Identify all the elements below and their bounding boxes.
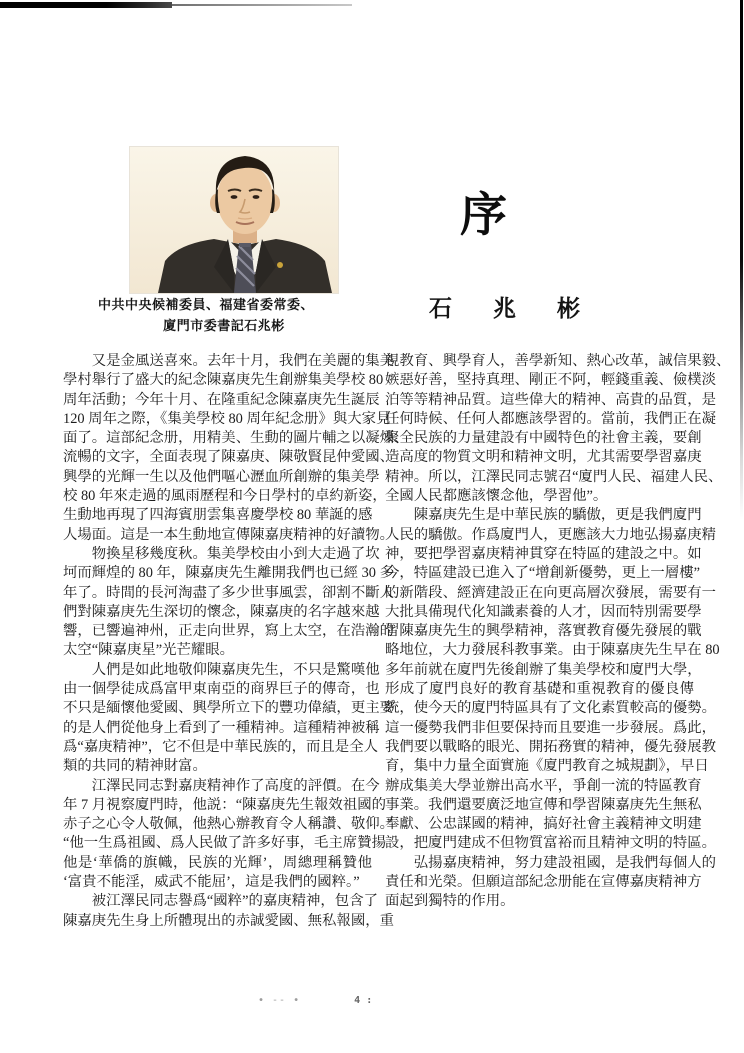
text-line: 生動地再現了四海賓朋雲集喜慶學校 80 華誕的感 — [63, 507, 373, 524]
text-line: 我們要以戰略的眼光、開拓務實的精神，優先發展教 — [385, 738, 716, 755]
text-line: 類的共同的精神財富。 — [63, 758, 207, 775]
text-line: 江澤民同志對嘉庚精神作了高度的評價。在今 — [63, 777, 380, 794]
text-line: 又是金風送喜來。去年十月，我們在美麗的集美 — [63, 353, 394, 369]
portrait-photo-illustration — [130, 147, 338, 293]
footer-right-mark: 4 : — [354, 995, 373, 1006]
text-line: 面起到獨特的作用。 — [385, 893, 515, 910]
text-line: 事業。我們還要廣泛地宣傳和學習陳嘉庚先生無私 — [385, 796, 702, 813]
footer-page-marks — [258, 995, 418, 1006]
scan-top-edge-fade — [172, 4, 352, 6]
text-line: 太空“陳嘉庚星”光芒耀眼。 — [63, 642, 235, 659]
text-line: 們對陳嘉庚先生深切的懷念，陳嘉庚的名字越來越 — [63, 603, 380, 620]
footer-left-mark: ∙ -- ∙ — [258, 995, 301, 1006]
text-line: 物換星移幾度秋。集美學校由小到大走過了坎 — [63, 545, 380, 562]
text-line: 校 80 年來走過的風雨歷程和今日學村的卓約新姿， — [63, 488, 387, 505]
text-line: 的新階段、經濟建設正在向更高層次發展，需要有一 — [385, 584, 716, 601]
preface-title: 序 — [460, 190, 509, 242]
author-name: 石 兆 彬 — [429, 296, 589, 321]
text-line: 弘揚嘉庚精神，努力建設祖國，是我們每個人的 — [385, 854, 716, 871]
text-line: 學村舉行了盛大的紀念陳嘉庚先生創辦集美學校 80 — [63, 372, 384, 389]
text-line: 習陳嘉庚先生的興學精神，落實教育優先發展的戰 — [385, 623, 702, 640]
body-left-column — [63, 352, 409, 931]
text-line: 不只是緬懷他愛國、興學所立下的豐功偉績，更主要 — [63, 700, 394, 717]
text-line: 面了。這部紀念册，用精美、生動的圖片輔之以凝煉、 — [63, 430, 409, 447]
text-line: 爲“嘉庚精神”，它不但是中華民族的，而且是全人 — [63, 738, 378, 755]
text-line: 流暢的文字，全面表現了陳嘉庚、陳敬賢昆仲愛國、 — [63, 449, 394, 466]
text-line: 泊等等精神品質。這些偉大的精神、高貴的品質，是 — [385, 391, 716, 408]
body-right-column — [385, 352, 731, 931]
text-line: 責任和光榮。但願這部紀念册能在宣傳嘉庚精神方 — [385, 874, 702, 891]
text-line: 他是‘華僑的旗幟，民族的光輝’，周總理稱贊他 — [63, 854, 372, 871]
text-line: 視教育、興學育人，善學新知、熱心改革，誠信果毅、 — [385, 353, 731, 369]
text-line: 120 周年之際，《集美學校 80 周年紀念册》與大家見 — [63, 410, 391, 427]
text-line: 人們是如此地敬仰陳嘉庚先生，不只是驚嘆他 — [63, 661, 380, 678]
photo-caption-line2: 廈門市委書記石兆彬 — [163, 318, 285, 333]
text-line: 形成了廈門良好的教育基礎和重視教育的優良傳 — [385, 681, 694, 698]
text-line: 赤子之心令人敬佩，他熱心辦教育令人稱讚、敬仰。” — [63, 816, 394, 833]
text-line: 陳嘉庚先生是中華民族的驕傲，更是我們廈門 — [385, 507, 702, 524]
text-line: 聚全民族的力量建設有中國特色的社會主義，要創 — [385, 430, 702, 447]
text-line: 人民的驕傲。作爲廈門人，更應該大力地弘揚嘉庚精 — [385, 526, 716, 543]
text-line: 統，使今天的廈門特區具有了文化素質較高的優勢。 — [385, 700, 716, 717]
body-text — [63, 352, 731, 931]
text-line: 育，集中力量全面實施《廈門教育之城規劃》，早日 — [385, 758, 709, 775]
text-line: 嫉惡好善，堅持真理、剛正不阿，輕錢重義、儉樸淡 — [385, 372, 716, 389]
text-line: ‘富貴不能淫，威武不能屈’，這是我們的國粹。” — [63, 874, 360, 891]
text-line: 設，把廈門建成不但物質富裕而且精神文明的特區。 — [385, 835, 716, 852]
text-line: 年了。時間的長河淘盡了多少世事風雲，卻割不斷人 — [63, 584, 394, 601]
text-line: 奉獻、公忠謀國的精神，搞好社會主義精神文明建 — [385, 816, 702, 833]
text-line: 全國人民都應該懷念他，學習他”。 — [385, 488, 608, 505]
photo-caption — [58, 294, 354, 336]
text-line: 精神。所以，江澤民同志號召“廈門人民、福建人民、 — [385, 468, 723, 485]
text-line: “他一生爲祖國、爲人民做了許多好事，毛主席贊揚 — [63, 835, 386, 852]
text-line: 多年前就在廈門先後創辦了集美學校和廈門大學， — [385, 661, 702, 678]
text-line: 周年活動；今年十月、在隆重紀念陳嘉庚先生誕辰 — [63, 391, 380, 408]
text-line: 這一優勢我們非但要保持而且要進一步發展。爲此， — [385, 719, 716, 736]
text-line: 略地位，大力發展科教事業。由于陳嘉庚先生早在 80 — [385, 642, 720, 659]
text-line: 人場面。這是一本生動地宣傳陳嘉庚精神的好讀物。 — [63, 526, 394, 543]
text-line: 造高度的物質文明和精神文明，尤其需要學習嘉庚 — [385, 449, 702, 466]
text-line: 陳嘉庚先生身上所體現出的赤誠愛國、無私報國，重 — [63, 912, 394, 929]
text-line: 任何時候、任何人都應該學習的。當前，我們正在凝 — [385, 410, 716, 427]
text-line: 被江澤民同志譽爲“國粹”的嘉庚精神，包含了 — [63, 893, 378, 910]
text-line: 神，要把學習嘉庚精神貫穿在特區的建設之中。如 — [385, 545, 702, 562]
photo-caption-line1: 中共中央候補委員、福建省委常委、 — [97, 297, 314, 312]
scan-right-edge-artifact — [740, 0, 743, 520]
text-line: 的是人們從他身上看到了一種精神。這種精神被稱 — [63, 719, 380, 736]
portrait-photo — [130, 147, 338, 293]
text-line: 今，特區建設已進入了“增創新優勢，更上一層樓” — [385, 565, 700, 582]
text-line: 響，已響遍神州，正走向世界，寫上太空，在浩瀚的 — [63, 623, 394, 640]
text-line: 由一個學徒成爲富甲東南亞的商界巨子的傳奇，也 — [63, 681, 380, 698]
text-line: 興學的光輝一生以及他們嘔心瀝血所創辦的集美學 — [63, 468, 380, 485]
text-line: 坷而輝煌的 80 年，陳嘉庚先生離開我們也已經 30 多 — [63, 565, 394, 582]
text-line: 大批具備現代化知識素養的人才，因而特別需要學 — [385, 603, 702, 620]
text-line: 辦成集美大學並辦出高水平，爭創一流的特區教育 — [385, 777, 702, 794]
text-line: 年 7 月視察廈門時，他説：“陳嘉庚先生報效祖國的 — [63, 796, 386, 813]
scan-top-edge-artifact — [0, 2, 172, 8]
